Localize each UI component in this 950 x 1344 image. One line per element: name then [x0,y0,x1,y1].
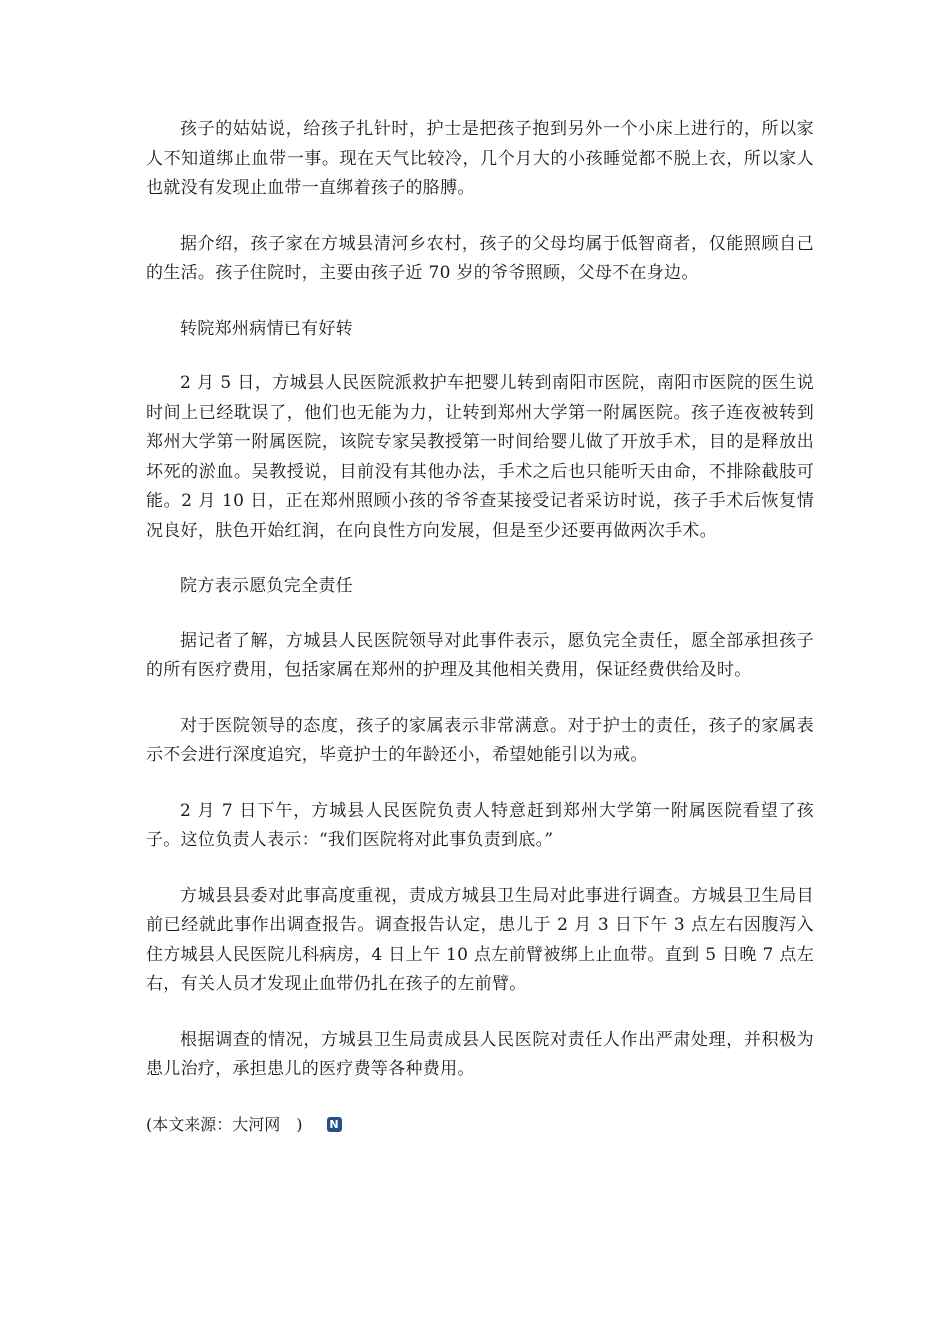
paragraph-investigation-report: 方城县县委对此事高度重视，责成方城县卫生局对此事进行调查。方城县卫生局目前已经就此事作出调查报告。调查报告认定，患儿于 2 月 3 日下午 3 点左右因腹泻入住方城县人民医院儿科病房，4 日上午 10 点左前臂被绑上止血带。直到 5 日晚 7 点左右，有关人员才发现止血带仍扎在孩子的左前臂。 [146,885,814,994]
section-heading-hospital-responsibility: 院方表示愿负完全责任 [180,576,353,596]
news-logo-icon: N [327,1117,342,1132]
paragraph-hospital-commitment: 据记者了解，方城县人民医院领导对此事件表示，愿负完全责任，愿全部承担孩子的所有医疗费用，包括家属在郑州的护理及其他相关费用，保证经费供给及时。 [146,630,814,680]
paragraph-aunt-account: 孩子的姑姑说，给孩子扎针时，护士是把孩子抱到另外一个小床上进行的，所以家人不知道绑止血带一事。现在天气比较冷，几个月大的小孩睡觉都不脱上衣，所以家人也就没有发现止血带一直绑着孩子的胳膊。 [146,119,814,198]
paragraph-handling-result: 根据调查的情况，方城县卫生局责成县人民医院对责任人作出严肃处理，并积极为患儿治疗，承担患儿的医疗费等各种费用。 [146,1029,814,1079]
paragraph-hospital-visit: 2 月 7 日下午，方城县人民医院负责人特意赶到郑州大学第一附属医院看望了孩子。这位负责人表示：“我们医院将对此事负责到底。” [146,800,814,850]
paragraph-family-background: 据介绍，孩子家在方城县清河乡农村，孩子的父母均属于低智商者，仅能照顾自己的生活。孩子住院时，主要由孩子近 70 岁的爷爷照顾，父母不在身边。 [146,233,814,283]
paragraph-transfer-details: 2 月 5 日，方城县人民医院派救护车把婴儿转到南阳市医院，南阳市医院的医生说时间上已经耽误了，他们也无能为力，让转到郑州大学第一附属医院。孩子连夜被转到郑州大学第一附属医院，该院专家吴教授第一时间给婴儿做了开放手术，目的是释放出坏死的淤血。吴教授说，目前没有其他办法，手术之后也只能听天由命，不排除截肢可能。2 月 10 日，正在郑州照顾小孩的爷爷查某接受记者采访时说，孩子手术后恢复情况良好，肤色开始红润，在向良性方向发展，但是至少还要再做两次手术。 [146,373,814,541]
section-heading-transfer: 转院郑州病情已有好转 [180,318,353,339]
paragraph-family-attitude: 对于医院领导的态度，孩子的家属表示非常满意。对于护士的责任，孩子的家属表示不会进行深度追究，毕竟护士的年龄还小，希望她能引以为戒。 [146,715,814,765]
source-text: (本文来源：大河网 ) [146,1114,303,1134]
article-source [146,1111,814,1139]
